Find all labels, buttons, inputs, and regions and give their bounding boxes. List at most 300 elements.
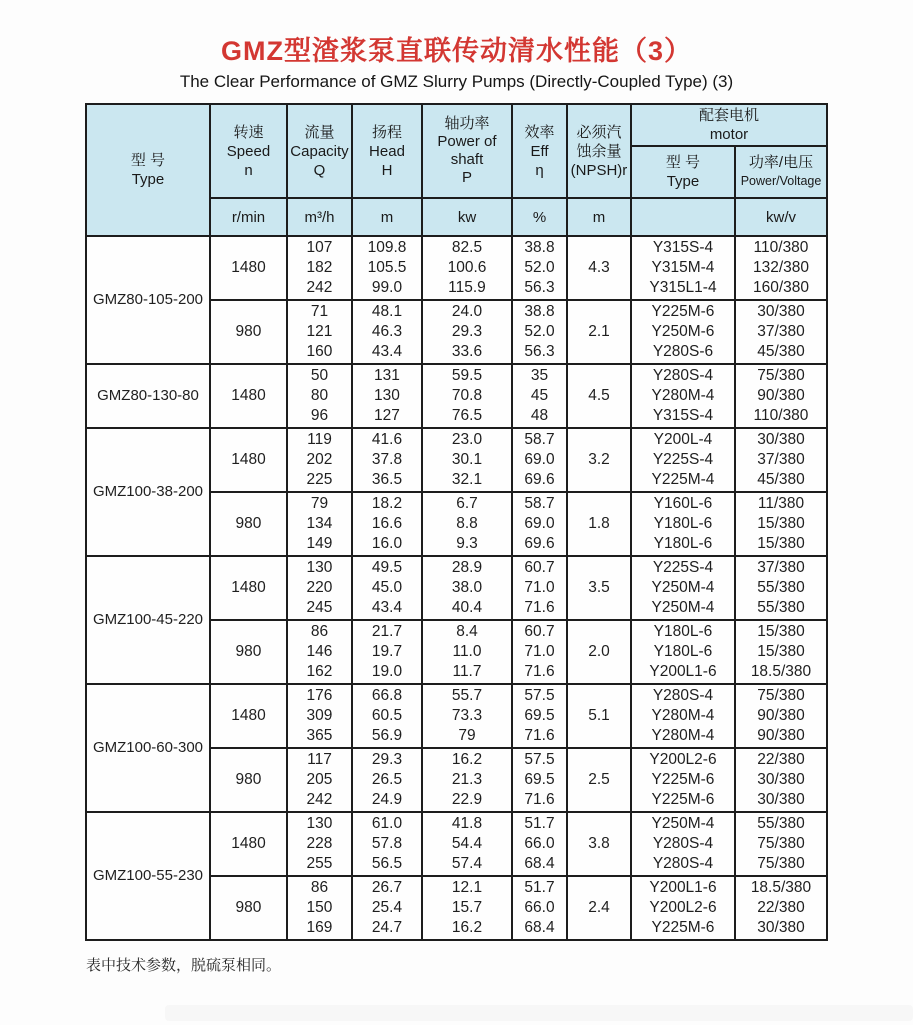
shaft-power-cell — [422, 300, 512, 364]
col-header-speed: 转速 Speed n — [210, 104, 287, 198]
page-title: GMZ型渣浆泵直联传动清水性能（3） — [220, 36, 692, 66]
motor-type-cell-line: Y280S-4 — [652, 855, 714, 872]
power-voltage-cell — [735, 492, 827, 556]
shaft-power-cell-line: 29.3 — [451, 323, 483, 340]
head-cell-line: 49.5 — [371, 559, 403, 576]
motor-type-cell-line: Y315S-4 — [652, 239, 714, 256]
efficiency-cell — [512, 364, 567, 428]
capacity-cell-line: 242 — [306, 279, 333, 296]
shaft-power-cell-line: 73.3 — [451, 707, 483, 724]
shaft-power-cell-line: 28.9 — [451, 559, 483, 576]
col-header-motor-group: 配套电机 motor — [631, 104, 827, 146]
power-voltage-cell-line: 90/380 — [757, 707, 805, 724]
head-cell-line: 19.7 — [371, 643, 403, 660]
speed-cell: 980 — [210, 492, 287, 556]
motor-type-cell-line: Y280M-4 — [651, 387, 715, 404]
capacity-cell-line: 169 — [306, 919, 333, 936]
efficiency-cell-line: 57.5 — [524, 751, 555, 768]
efficiency-cell-line: 66.0 — [524, 899, 555, 916]
col-header-type: 型 号 Type — [86, 104, 210, 236]
capacity-cell — [287, 620, 352, 684]
power-voltage-cell-line: 37/380 — [757, 323, 805, 340]
unit-power-voltage: kw/v — [735, 198, 827, 236]
shaft-power-cell-line: 82.5 — [451, 239, 483, 256]
efficiency-cell-line: 60.7 — [524, 623, 555, 640]
power-voltage-cell-line: 30/380 — [757, 771, 805, 788]
power-voltage-cell-line: 90/380 — [757, 727, 805, 744]
npsh-cell: 2.4 — [567, 876, 631, 940]
shaft-power-cell-line: 16.2 — [451, 751, 483, 768]
power-voltage-cell-line: 45/380 — [757, 343, 805, 360]
power-voltage-cell-line: 22/380 — [757, 751, 805, 768]
col-header-capacity: 流量 Capacity Q — [287, 104, 352, 198]
efficiency-cell — [512, 748, 567, 812]
capacity-cell — [287, 364, 352, 428]
efficiency-cell-line: 60.7 — [524, 559, 555, 576]
efficiency-cell-line: 71.6 — [524, 791, 555, 808]
capacity-cell-line: 176 — [306, 687, 333, 704]
capacity-cell-line: 121 — [306, 323, 333, 340]
head-cell-line: 57.8 — [371, 835, 403, 852]
motor-type-cell — [631, 492, 735, 556]
head-cell-line: 48.1 — [371, 303, 403, 320]
head-cell — [352, 620, 422, 684]
shaft-power-cell — [422, 556, 512, 620]
head-cell-line: 26.7 — [371, 879, 403, 896]
shaft-power-cell — [422, 876, 512, 940]
head-cell-line: 26.5 — [371, 771, 403, 788]
shaft-power-cell-line: 24.0 — [451, 303, 483, 320]
motor-type-cell-line: Y250M-4 — [651, 599, 715, 616]
power-voltage-cell-line: 132/380 — [752, 259, 809, 276]
head-cell-line: 16.0 — [371, 535, 403, 552]
pump-model: GMZ100-55-230 — [86, 812, 210, 940]
head-cell-line: 66.8 — [371, 687, 403, 704]
shaft-power-cell-line: 23.0 — [451, 431, 483, 448]
shaft-power-cell-line: 40.4 — [451, 599, 483, 616]
efficiency-cell-line: 71.0 — [524, 643, 555, 660]
npsh-cell: 3.2 — [567, 428, 631, 492]
capacity-cell — [287, 748, 352, 812]
efficiency-cell-line: 69.6 — [524, 471, 555, 488]
motor-type-cell-line: Y315L1-4 — [649, 279, 717, 296]
efficiency-cell-line: 58.7 — [524, 495, 555, 512]
capacity-cell-line: 86 — [310, 623, 329, 640]
npsh-cell: 3.8 — [567, 812, 631, 876]
npsh-cell: 5.1 — [567, 684, 631, 748]
motor-type-cell-line: Y180L-6 — [653, 535, 713, 552]
table-row — [86, 364, 827, 428]
shaft-power-cell-line: 115.9 — [448, 279, 486, 296]
shaft-power-cell — [422, 364, 512, 428]
speed-cell: 980 — [210, 300, 287, 364]
capacity-cell-line: 130 — [306, 559, 333, 576]
col-header-power-voltage: 功率/电压 Power/Voltage — [735, 146, 827, 198]
head-cell — [352, 812, 422, 876]
efficiency-cell-line: 52.0 — [524, 323, 555, 340]
power-voltage-cell-line: 30/380 — [757, 919, 805, 936]
motor-type-cell-line: Y200L2-6 — [649, 751, 717, 768]
shaft-power-cell-line: 32.1 — [451, 471, 483, 488]
speed-cell: 980 — [210, 620, 287, 684]
head-cell-line: 45.0 — [371, 579, 403, 596]
capacity-cell-line: 162 — [306, 663, 333, 680]
head-cell-line: 29.3 — [371, 751, 403, 768]
npsh-cell: 2.1 — [567, 300, 631, 364]
page-subtitle: The Clear Performance of GMZ Slurry Pumps (Directly-Coupled Type) (3) — [179, 72, 734, 91]
head-cell-line: 37.8 — [371, 451, 403, 468]
capacity-cell — [287, 812, 352, 876]
table-row — [86, 812, 827, 876]
motor-type-cell-line: Y280M-4 — [651, 727, 715, 744]
power-voltage-cell-line: 75/380 — [757, 687, 805, 704]
efficiency-cell — [512, 556, 567, 620]
capacity-cell-line: 150 — [306, 899, 333, 916]
power-voltage-cell-line: 30/380 — [757, 303, 805, 320]
efficiency-cell-line: 69.6 — [524, 535, 555, 552]
unit-capacity: m³/h — [287, 198, 352, 236]
motor-type-cell-line: Y225M-4 — [651, 471, 715, 488]
scan-artifact — [165, 1005, 913, 1021]
col-header-motor-type: 型 号 Type — [631, 146, 735, 198]
speed-cell: 1480 — [210, 428, 287, 492]
capacity-cell-line: 245 — [306, 599, 333, 616]
shaft-power-cell-line: 21.3 — [451, 771, 483, 788]
unit-speed: r/min — [210, 198, 287, 236]
col-header-npsh: 必须汽 蚀余量 (NPSH)r — [567, 104, 631, 198]
capacity-cell-line: 117 — [307, 751, 332, 768]
motor-type-cell-line: Y200L1-6 — [649, 879, 717, 896]
capacity-cell — [287, 300, 352, 364]
capacity-cell-line: 149 — [306, 535, 333, 552]
head-cell-line: 21.7 — [371, 623, 403, 640]
pump-model: GMZ100-45-220 — [86, 556, 210, 684]
capacity-cell — [287, 876, 352, 940]
head-cell-line: 56.5 — [371, 855, 403, 872]
motor-type-cell-line: Y225S-4 — [652, 559, 714, 576]
footnote: 表中技术参数，脱硫泵相同。 — [86, 957, 282, 974]
motor-type-cell-line: Y280S-6 — [652, 343, 714, 360]
head-cell-line: 61.0 — [371, 815, 403, 832]
power-voltage-cell-line: 30/380 — [757, 791, 805, 808]
power-voltage-cell — [735, 684, 827, 748]
capacity-cell-line: 134 — [306, 515, 333, 532]
head-cell-line: 41.6 — [371, 431, 403, 448]
shaft-power-cell-line: 100.6 — [447, 259, 487, 276]
efficiency-cell-line: 38.8 — [524, 303, 555, 320]
capacity-cell — [287, 236, 352, 300]
motor-type-cell-line: Y280M-4 — [651, 707, 715, 724]
head-cell — [352, 300, 422, 364]
efficiency-cell-line: 51.7 — [524, 879, 555, 896]
head-cell-line: 43.4 — [371, 343, 403, 360]
motor-type-cell-line: Y180L-6 — [653, 515, 713, 532]
col-header-head: 扬程 Head H — [352, 104, 422, 198]
shaft-power-cell-line: 79 — [458, 727, 476, 744]
capacity-cell-line: 255 — [306, 855, 333, 872]
head-cell-line: 36.5 — [371, 471, 403, 488]
motor-type-cell-line: Y225M-6 — [651, 303, 715, 320]
capacity-cell — [287, 556, 352, 620]
shaft-power-cell-line: 22.9 — [451, 791, 483, 808]
head-cell — [352, 556, 422, 620]
pump-model: GMZ80-105-200 — [86, 236, 210, 364]
efficiency-cell-line: 71.0 — [524, 579, 555, 596]
efficiency-cell-line: 71.6 — [524, 727, 555, 744]
head-cell-line: 46.3 — [371, 323, 403, 340]
power-voltage-cell-line: 75/380 — [757, 367, 805, 384]
head-cell-line: 24.9 — [371, 791, 403, 808]
motor-type-cell-line: Y200L-4 — [653, 431, 713, 448]
head-cell — [352, 428, 422, 492]
motor-type-cell-line: Y225M-6 — [651, 919, 715, 936]
shaft-power-cell-line: 11.7 — [452, 663, 482, 680]
speed-cell: 1480 — [210, 556, 287, 620]
head-cell-line: 24.7 — [371, 919, 403, 936]
npsh-cell: 4.3 — [567, 236, 631, 300]
unit-motor-type — [631, 198, 735, 236]
efficiency-cell-line: 68.4 — [524, 919, 555, 936]
head-cell-line: 19.0 — [371, 663, 403, 680]
power-voltage-cell — [735, 748, 827, 812]
efficiency-cell-line: 38.8 — [524, 239, 555, 256]
motor-type-cell — [631, 364, 735, 428]
pump-model: GMZ80-130-80 — [86, 364, 210, 428]
efficiency-cell — [512, 236, 567, 300]
head-cell-line: 16.6 — [371, 515, 403, 532]
shaft-power-cell-line: 57.4 — [451, 855, 483, 872]
efficiency-cell-line: 69.0 — [524, 451, 555, 468]
efficiency-cell-line: 57.5 — [524, 687, 555, 704]
efficiency-cell-line: 58.7 — [524, 431, 555, 448]
capacity-cell — [287, 492, 352, 556]
npsh-cell: 4.5 — [567, 364, 631, 428]
power-voltage-cell-line: 11/380 — [757, 495, 805, 512]
efficiency-cell-line: 69.5 — [524, 771, 555, 788]
shaft-power-cell-line: 9.3 — [456, 535, 478, 552]
motor-type-cell-line: Y315M-4 — [651, 259, 715, 276]
power-voltage-cell — [735, 364, 827, 428]
power-voltage-cell-line: 110/380 — [753, 407, 809, 424]
efficiency-cell-line: 69.0 — [524, 515, 555, 532]
head-cell — [352, 364, 422, 428]
power-voltage-cell-line: 18.5/380 — [750, 879, 812, 896]
npsh-cell: 2.5 — [567, 748, 631, 812]
efficiency-cell — [512, 876, 567, 940]
power-voltage-cell-line: 55/380 — [757, 599, 805, 616]
unit-head: m — [352, 198, 422, 236]
shaft-power-cell-line: 6.7 — [456, 495, 478, 512]
npsh-cell: 2.0 — [567, 620, 631, 684]
power-voltage-cell-line: 45/380 — [757, 471, 805, 488]
shaft-power-cell — [422, 236, 512, 300]
npsh-cell: 1.8 — [567, 492, 631, 556]
motor-type-cell — [631, 428, 735, 492]
capacity-cell — [287, 428, 352, 492]
shaft-power-cell-line: 70.8 — [451, 387, 483, 404]
power-voltage-cell — [735, 812, 827, 876]
capacity-cell-line: 71 — [310, 303, 329, 320]
capacity-cell-line: 96 — [310, 407, 329, 424]
shaft-power-cell — [422, 684, 512, 748]
motor-type-cell-line: Y250M-6 — [651, 323, 715, 340]
capacity-cell-line: 242 — [306, 791, 333, 808]
head-cell-line: 130 — [374, 387, 400, 404]
power-voltage-cell-line: 15/380 — [757, 535, 805, 552]
capacity-cell-line: 50 — [310, 367, 329, 384]
efficiency-cell — [512, 428, 567, 492]
capacity-cell-line: 365 — [306, 727, 333, 744]
power-voltage-cell-line: 37/380 — [757, 559, 805, 576]
motor-type-cell — [631, 748, 735, 812]
shaft-power-cell-line: 76.5 — [451, 407, 483, 424]
shaft-power-cell-line: 59.5 — [451, 367, 483, 384]
shaft-power-cell-line: 55.7 — [451, 687, 483, 704]
efficiency-cell — [512, 492, 567, 556]
shaft-power-cell — [422, 748, 512, 812]
shaft-power-cell — [422, 620, 512, 684]
capacity-cell-line: 119 — [307, 431, 332, 448]
efficiency-cell — [512, 300, 567, 364]
head-cell — [352, 236, 422, 300]
capacity-cell-line: 160 — [306, 343, 333, 360]
speed-cell: 1480 — [210, 364, 287, 428]
power-voltage-cell-line: 55/380 — [757, 815, 805, 832]
motor-type-cell-line: Y280S-4 — [652, 367, 714, 384]
motor-type-cell — [631, 812, 735, 876]
power-voltage-cell-line: 22/380 — [757, 899, 805, 916]
efficiency-cell-line: 52.0 — [524, 259, 555, 276]
motor-type-cell — [631, 556, 735, 620]
motor-type-cell — [631, 236, 735, 300]
head-cell-line: 105.5 — [367, 259, 407, 276]
power-voltage-cell — [735, 876, 827, 940]
efficiency-cell — [512, 812, 567, 876]
power-voltage-cell-line: 15/380 — [757, 623, 805, 640]
efficiency-cell-line: 56.3 — [524, 343, 555, 360]
head-cell-line: 109.8 — [367, 239, 407, 256]
shaft-power-cell-line: 41.8 — [451, 815, 483, 832]
motor-type-cell-line: Y200L1-6 — [649, 663, 717, 680]
capacity-cell-line: 205 — [306, 771, 333, 788]
power-voltage-cell-line: 15/380 — [757, 643, 805, 660]
capacity-cell-line: 228 — [306, 835, 333, 852]
capacity-cell-line: 202 — [306, 451, 333, 468]
shaft-power-cell-line: 15.7 — [451, 899, 483, 916]
head-cell-line: 56.9 — [371, 727, 403, 744]
motor-type-cell-line: Y160L-6 — [653, 495, 713, 512]
power-voltage-cell-line: 90/380 — [757, 387, 805, 404]
efficiency-cell-line: 56.3 — [524, 279, 555, 296]
table-header — [86, 104, 827, 236]
capacity-cell-line: 220 — [306, 579, 333, 596]
motor-type-cell-line: Y315S-4 — [652, 407, 714, 424]
speed-cell: 1480 — [210, 684, 287, 748]
efficiency-cell-line: 35 — [530, 367, 549, 384]
shaft-power-cell-line: 30.1 — [451, 451, 483, 468]
motor-type-cell-line: Y250M-4 — [651, 579, 715, 596]
shaft-power-cell — [422, 492, 512, 556]
efficiency-cell-line: 71.6 — [524, 599, 555, 616]
unit-npsh: m — [567, 198, 631, 236]
motor-type-cell-line: Y180L-6 — [653, 643, 713, 660]
speed-cell: 980 — [210, 876, 287, 940]
col-header-efficiency: 效率 Eff η — [512, 104, 567, 198]
capacity-cell — [287, 684, 352, 748]
motor-type-cell — [631, 620, 735, 684]
speed-cell: 980 — [210, 748, 287, 812]
performance-table — [85, 103, 828, 941]
table-row — [86, 556, 827, 620]
shaft-power-cell-line: 38.0 — [451, 579, 483, 596]
power-voltage-cell-line: 37/380 — [757, 451, 805, 468]
table-row — [86, 236, 827, 300]
pump-model: GMZ100-60-300 — [86, 684, 210, 812]
efficiency-cell-line: 48 — [530, 407, 549, 424]
power-voltage-cell-line: 30/380 — [757, 431, 805, 448]
head-cell-line: 18.2 — [371, 495, 403, 512]
unit-efficiency: % — [512, 198, 567, 236]
shaft-power-cell — [422, 428, 512, 492]
speed-cell: 1480 — [210, 812, 287, 876]
capacity-cell-line: 86 — [310, 879, 329, 896]
power-voltage-cell-line: 110/380 — [753, 239, 809, 256]
table-row — [86, 428, 827, 492]
power-voltage-cell-line: 18.5/380 — [750, 663, 812, 680]
capacity-cell-line: 107 — [306, 239, 333, 256]
power-voltage-cell — [735, 236, 827, 300]
head-cell — [352, 684, 422, 748]
capacity-cell-line: 80 — [310, 387, 329, 404]
efficiency-cell-line: 71.6 — [524, 663, 555, 680]
capacity-cell-line: 79 — [310, 495, 329, 512]
motor-type-cell-line: Y225S-4 — [652, 451, 714, 468]
power-voltage-cell — [735, 620, 827, 684]
shaft-power-cell — [422, 812, 512, 876]
motor-type-cell-line: Y280S-4 — [652, 835, 714, 852]
head-cell-line: 25.4 — [371, 899, 403, 916]
motor-type-cell-line: Y225M-6 — [651, 771, 715, 788]
motor-type-cell — [631, 300, 735, 364]
efficiency-cell — [512, 620, 567, 684]
power-voltage-cell-line: 75/380 — [757, 855, 805, 872]
capacity-cell-line: 182 — [306, 259, 333, 276]
table-row — [86, 684, 827, 748]
head-cell — [352, 492, 422, 556]
power-voltage-cell-line: 15/380 — [757, 515, 805, 532]
efficiency-cell-line: 66.0 — [524, 835, 555, 852]
head-cell-line: 60.5 — [371, 707, 403, 724]
efficiency-cell-line: 51.7 — [524, 815, 555, 832]
power-voltage-cell-line: 75/380 — [757, 835, 805, 852]
npsh-cell: 3.5 — [567, 556, 631, 620]
shaft-power-cell-line: 8.4 — [456, 623, 478, 640]
motor-type-cell-line: Y200L2-6 — [649, 899, 717, 916]
motor-type-cell-line: Y280S-4 — [652, 687, 714, 704]
speed-cell: 1480 — [210, 236, 287, 300]
pump-model: GMZ100-38-200 — [86, 428, 210, 556]
shaft-power-cell-line: 54.4 — [451, 835, 483, 852]
power-voltage-cell — [735, 300, 827, 364]
power-voltage-cell-line: 55/380 — [757, 579, 805, 596]
efficiency-cell — [512, 684, 567, 748]
efficiency-cell-line: 69.5 — [524, 707, 555, 724]
capacity-cell-line: 146 — [306, 643, 333, 660]
motor-type-cell-line: Y250M-4 — [651, 815, 715, 832]
power-voltage-cell — [735, 428, 827, 492]
shaft-power-cell-line: 16.2 — [451, 919, 483, 936]
shaft-power-cell-line: 12.1 — [451, 879, 483, 896]
